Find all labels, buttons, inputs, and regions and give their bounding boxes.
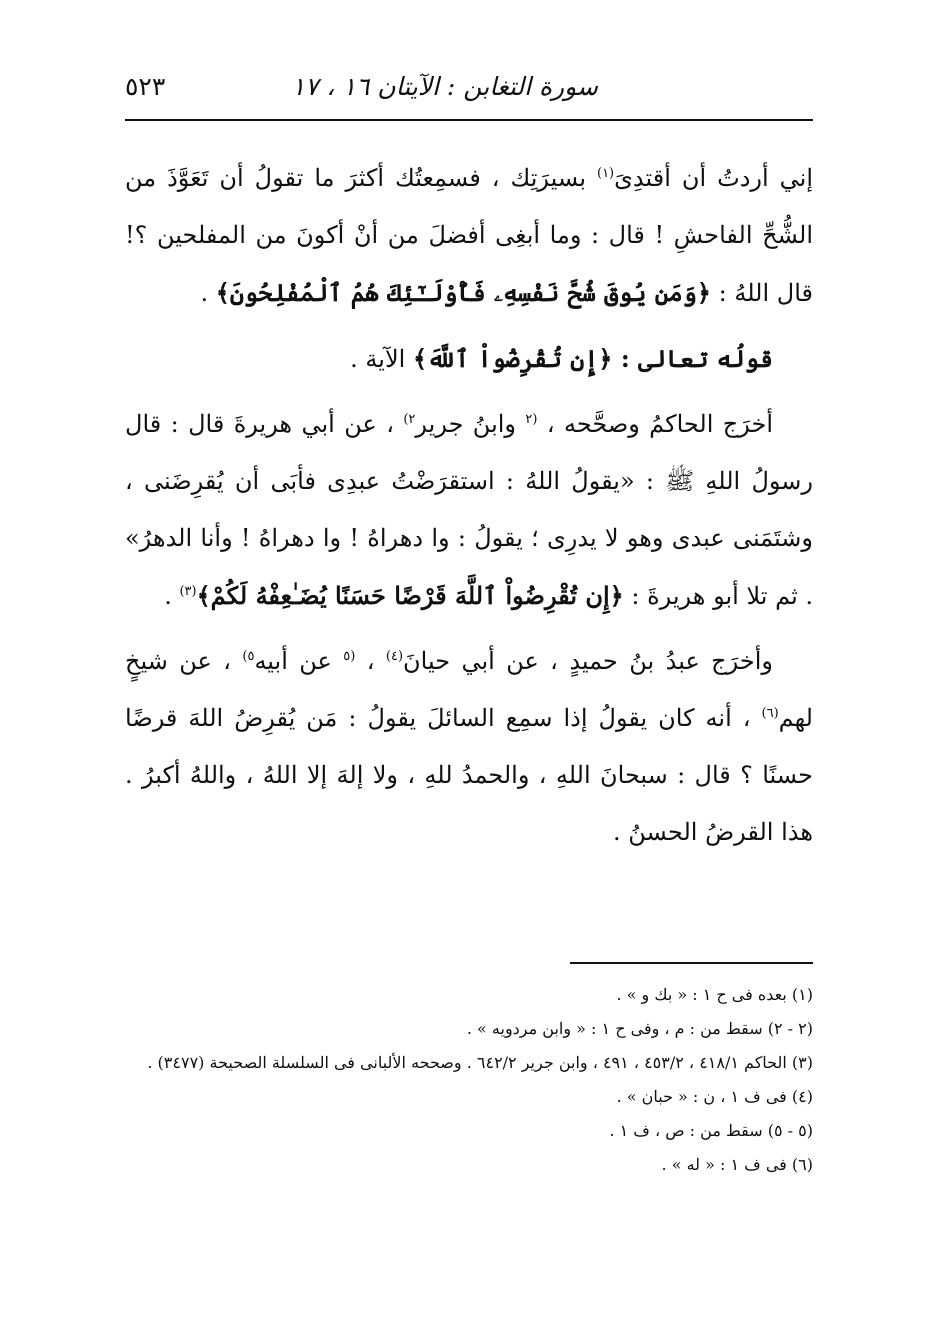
footnote-marker: ٢) — [403, 412, 416, 427]
footnote-separator — [570, 962, 813, 964]
footnote-marker: (١) — [596, 166, 615, 181]
section-heading: قولُه تعالى : — [612, 344, 773, 373]
paragraph — [125, 330, 813, 388]
text-run: ، عن شيخٍ لهم — [125, 647, 813, 732]
text-run: بسيرَتِك ، فسمِعتُك أكثرَ ما تقولُ أن تَعَوَّذَ من الشُّحِّ الفاحشِ ! قال : وما أبغِى أفضلَ من أنْ أكونَ من المفلحين ؟! قال اللهُ : — [125, 164, 813, 307]
text-run: إني أردتُ أن أقتدِىَ — [614, 164, 813, 192]
header-rule — [125, 119, 813, 121]
footnote: (٥ - ٥) سقط من : ص ، ف ١ . — [609, 1121, 813, 1140]
paragraph — [125, 633, 813, 861]
text-run: وابنُ جرير — [415, 410, 526, 438]
text-run: عن أبيه — [254, 647, 344, 675]
text-run: . — [200, 279, 216, 307]
text-run: الآية . — [350, 345, 413, 373]
body-text — [125, 150, 813, 869]
text-run: أخرَج الحاكمُ وصحَّحه ، — [537, 410, 773, 438]
paragraph — [125, 396, 813, 625]
text-run: ، — [355, 647, 386, 675]
footnote-marker: (٦) — [761, 706, 779, 721]
footnote: (١) بعده فى ح ١ : « بك و » . — [616, 985, 813, 1004]
paragraph — [125, 150, 813, 322]
footnote: (٦) فى ف ١ : « له » . — [661, 1155, 813, 1174]
footnote: (٢ - ٢) سقط من : م ، وفى ح ١ : « وابن مردويه » . — [466, 1019, 813, 1038]
running-header — [125, 72, 813, 112]
text-run: وأخرَج عبدُ بنُ حميدٍ ، عن أبي حيانَ — [403, 647, 773, 675]
footnote-marker: ٥) — [242, 649, 255, 664]
quran-verse: ﴿وَمَن يُوقَ شُحَّ نَفْسِهِۦ فَأُوْلَـٰٓئِكَ هُمُ ٱلْمُفْلِحُونَ﴾ — [215, 278, 711, 307]
text-run: . — [164, 582, 180, 610]
footnote: (٣) الحاكم ٤١٨/١ ، ٤٥٣/٢ ، ٤٩١ ، وابن جرير ٦٤٢/٢ . وصححه الألبانى فى السلسلة الصحيحة (٣٤٧٧) . — [147, 1053, 813, 1072]
text-run: ، عن أبي هريرةَ قال : قال رسولُ اللهِ ﷺ : «يقولُ اللهُ : استقرَضْتُ عبدِى فأبَى أن يُقرِضَنى ، وشتَمَنى عبدى وهو لا يدرِى ؛ يقولُ : وا دهراهُ ! وا دهراهُ ! وأنا الدهرُ» . ثم تلا أبو هريرةَ : — [125, 410, 813, 610]
footnote-marker: (٥ — [343, 649, 356, 664]
quran-verse: ﴿إِن تُقْرِضُواْ ٱللَّهَ﴾ — [412, 344, 613, 373]
footnotes — [125, 978, 813, 1182]
quran-verse: ﴿إِن تُقْرِضُواْ ٱللَّهَ قَرْضًا حَسَنًا يُضَـٰعِفْهُ لَكُمْ﴾ — [196, 581, 624, 610]
footnote: (٤) فى ف ١ ، ن : « حبان » . — [616, 1087, 813, 1106]
footnote-marker: (٢ — [525, 412, 538, 427]
header-title: سورة التغابن : الآيتان ١٦ ، ١٧ — [291, 72, 598, 101]
footnote-marker: (٤) — [385, 649, 404, 664]
text-run: ، أنه كان يقولُ إذا سمِع السائلَ يقولُ : مَن يُقرِضُ اللهَ قرضًا حسنًا ؟ قال : سبحانَ اللهِ ، والحمدُ للهِ ، ولا إلهَ إلا اللهُ ، واللهُ أكبرُ . هذا القرضُ الحسنُ . — [125, 704, 813, 846]
page-number: ٥٢٣ — [125, 72, 166, 101]
footnote-marker: (٣) — [179, 584, 197, 599]
